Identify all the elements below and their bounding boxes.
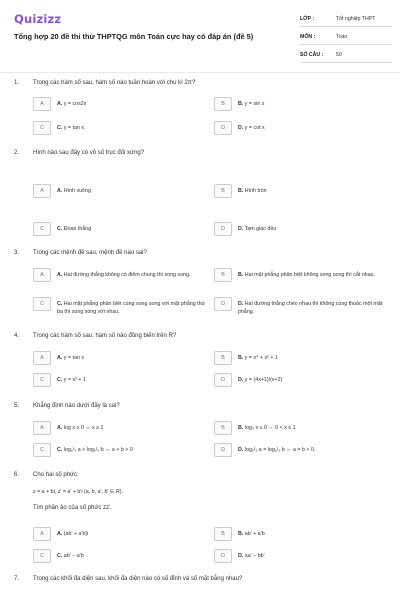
option-letter-box: D bbox=[214, 297, 232, 311]
option-d[interactable] bbox=[214, 297, 384, 315]
question-text: Khẳng định nào dưới đây là sai? bbox=[33, 403, 120, 409]
header-divider bbox=[0, 72, 400, 73]
option-key: C. bbox=[57, 377, 63, 383]
option-a[interactable] bbox=[33, 268, 203, 282]
question-number: 5. bbox=[14, 403, 20, 409]
option-text: log₃ x ≤ 0 ⇔ 0 < x ≤ 1 bbox=[244, 425, 296, 431]
option-letter-box: B bbox=[214, 268, 232, 282]
option-text: y = (4x+1)/(x+2) bbox=[244, 377, 283, 383]
option-text: aa' − bb' bbox=[244, 553, 265, 559]
option-c[interactable] bbox=[33, 373, 203, 387]
option-key: C. bbox=[57, 301, 63, 307]
option-text: Hình vuông bbox=[63, 188, 91, 194]
question-number: 4. bbox=[14, 333, 20, 339]
option-letter-box: C bbox=[33, 297, 51, 311]
option-d[interactable] bbox=[214, 443, 384, 457]
option-text: (ab' + a'b)i bbox=[63, 531, 89, 537]
option-letter-box: B bbox=[214, 351, 232, 365]
question-text: Trong các khối đa diện sau, khối đa diện nào có số đỉnh và số mặt bằng nhau? bbox=[33, 576, 243, 582]
document-title: Tổng hợp 20 đề thi thử THPTQG môn Toán cực hay có đáp án (đề 5) bbox=[14, 32, 254, 41]
option-key: B. bbox=[238, 101, 244, 107]
option-d[interactable] bbox=[214, 121, 384, 135]
option-text: Hai đường thẳng không có điểm chung thì song song. bbox=[63, 272, 191, 278]
option-text: ab' − a'b bbox=[63, 553, 84, 559]
option-letter-box: D bbox=[214, 549, 232, 563]
meta-label: SỐ CÂU : bbox=[300, 52, 324, 58]
meta-label: LỚP : bbox=[300, 16, 315, 22]
meta-label: MÔN : bbox=[300, 34, 316, 40]
option-letter-box: D bbox=[214, 443, 232, 457]
question-text: Trong các hàm số sau, hàm số nào tuần hoàn với chu kì 2π? bbox=[33, 80, 196, 86]
option-letter-box: C bbox=[33, 121, 51, 135]
meta-row-count bbox=[300, 48, 392, 63]
option-letter-box: D bbox=[214, 373, 232, 387]
question-subtext: Tìm phần ảo của số phức zz'. bbox=[33, 505, 112, 511]
option-key: B. bbox=[238, 355, 244, 361]
option-letter-box: C bbox=[33, 222, 51, 236]
meta-value: Tốt nghiệp THPT bbox=[336, 16, 376, 22]
option-text: log₁/₃ a = log₁/₃ b ⇔ a = b > 0. bbox=[244, 447, 316, 453]
option-text: y = x⁴ + x² + 1 bbox=[244, 355, 278, 361]
option-key: C. bbox=[57, 226, 63, 232]
meta-value: Toán bbox=[336, 34, 348, 40]
option-key: A. bbox=[57, 531, 63, 537]
question-text: Trong các hàm số sau, hàm số nào đồng biến trên R? bbox=[33, 333, 177, 339]
option-d[interactable] bbox=[214, 549, 384, 563]
option-text: Hai mặt phẳng phân biệt cùng song song với mặt phẳng thứ ba thì song song với nhau. bbox=[57, 301, 206, 315]
question-number: 3. bbox=[14, 250, 20, 256]
question-number: 2. bbox=[14, 150, 20, 156]
option-key: C. bbox=[57, 553, 63, 559]
question-number: 6. bbox=[14, 472, 20, 478]
option-text: y = tan x bbox=[63, 125, 84, 131]
option-text: y = cos2x bbox=[63, 101, 87, 107]
option-letter-box: A bbox=[33, 527, 51, 541]
option-text: Hai đường thẳng chéo nhau thì không cùng thuộc một mặt phẳng. bbox=[238, 301, 383, 315]
option-text: y = x³ + 1 bbox=[63, 377, 86, 383]
option-key: A. bbox=[57, 355, 63, 361]
option-key: D. bbox=[238, 301, 244, 307]
option-letter-box: A bbox=[33, 97, 51, 111]
meta-row-class bbox=[300, 12, 392, 27]
option-text: y = sin x bbox=[244, 101, 265, 107]
option-key: D. bbox=[238, 553, 244, 559]
option-text: y = tan x bbox=[63, 355, 84, 361]
option-d[interactable] bbox=[214, 373, 384, 387]
question-text: Trong các mệnh đề sau, mệnh đề nào sai? bbox=[33, 250, 147, 256]
option-b[interactable] bbox=[214, 184, 384, 198]
option-text: y = cot x bbox=[244, 125, 265, 131]
option-key: D. bbox=[238, 447, 244, 453]
option-text: log₁/₃ a > log₁/₃ b ⇔ a > b > 0 bbox=[63, 447, 133, 453]
option-letter-box: A bbox=[33, 184, 51, 198]
option-letter-box: A bbox=[33, 351, 51, 365]
option-a[interactable] bbox=[33, 97, 203, 111]
option-letter-box: B bbox=[214, 184, 232, 198]
option-text: Đoạn thẳng bbox=[63, 226, 92, 232]
option-a[interactable] bbox=[33, 527, 203, 541]
option-a[interactable] bbox=[33, 351, 203, 365]
option-a[interactable] bbox=[33, 184, 203, 198]
option-key: C. bbox=[57, 447, 63, 453]
option-key: B. bbox=[238, 272, 244, 278]
option-key: A. bbox=[57, 188, 63, 194]
option-letter-box: C bbox=[33, 373, 51, 387]
question-formula: z = a + bi, z' = a' + b'i (a, b, a', b' ∈ R). bbox=[33, 489, 124, 495]
option-b[interactable] bbox=[214, 527, 384, 541]
option-letter-box: D bbox=[214, 222, 232, 236]
option-key: B. bbox=[238, 188, 244, 194]
option-key: A. bbox=[57, 272, 63, 278]
option-key: B. bbox=[238, 425, 244, 431]
meta-info bbox=[300, 12, 392, 66]
quizizz-logo: Quizizz bbox=[14, 12, 62, 26]
option-letter-box: D bbox=[214, 121, 232, 135]
question-number: 1. bbox=[14, 80, 20, 86]
option-key: D. bbox=[238, 226, 244, 232]
option-key: D. bbox=[238, 125, 244, 131]
option-text: Hình tròn bbox=[244, 188, 267, 194]
option-d[interactable] bbox=[214, 222, 384, 236]
option-b[interactable] bbox=[214, 421, 384, 435]
option-c[interactable] bbox=[33, 121, 203, 135]
option-text: log x ≥ 0 ⇔ x ≥ 1 bbox=[63, 425, 104, 431]
option-letter-box: B bbox=[214, 527, 232, 541]
meta-row-subject bbox=[300, 30, 392, 45]
option-text: ab' + a'b bbox=[244, 531, 265, 537]
option-c[interactable] bbox=[33, 297, 206, 315]
option-b[interactable] bbox=[214, 97, 384, 111]
option-b[interactable] bbox=[214, 351, 384, 365]
option-b[interactable] bbox=[214, 268, 384, 282]
option-text: Hai mặt phẳng phân biệt không song song thì cắt nhau. bbox=[244, 272, 375, 278]
question-text: Hình nào sau đây có vô số trục đối xứng? bbox=[33, 150, 145, 156]
option-c[interactable] bbox=[33, 443, 203, 457]
question-text: Cho hai số phức: bbox=[33, 472, 79, 478]
option-c[interactable] bbox=[33, 549, 203, 563]
question-number: 7. bbox=[14, 576, 20, 582]
option-key: B. bbox=[238, 531, 244, 537]
option-letter-box: B bbox=[214, 97, 232, 111]
option-letter-box: B bbox=[214, 421, 232, 435]
option-letter-box: A bbox=[33, 268, 51, 282]
meta-value: 50 bbox=[336, 52, 342, 58]
option-key: C. bbox=[57, 125, 63, 131]
option-text: Tam giác đều bbox=[244, 226, 277, 232]
option-letter-box: C bbox=[33, 443, 51, 457]
option-letter-box: C bbox=[33, 549, 51, 563]
option-letter-box: A bbox=[33, 421, 51, 435]
option-c[interactable] bbox=[33, 222, 203, 236]
option-key: A. bbox=[57, 101, 63, 107]
option-a[interactable] bbox=[33, 421, 203, 435]
option-key: A. bbox=[57, 425, 63, 431]
option-key: D. bbox=[238, 377, 244, 383]
